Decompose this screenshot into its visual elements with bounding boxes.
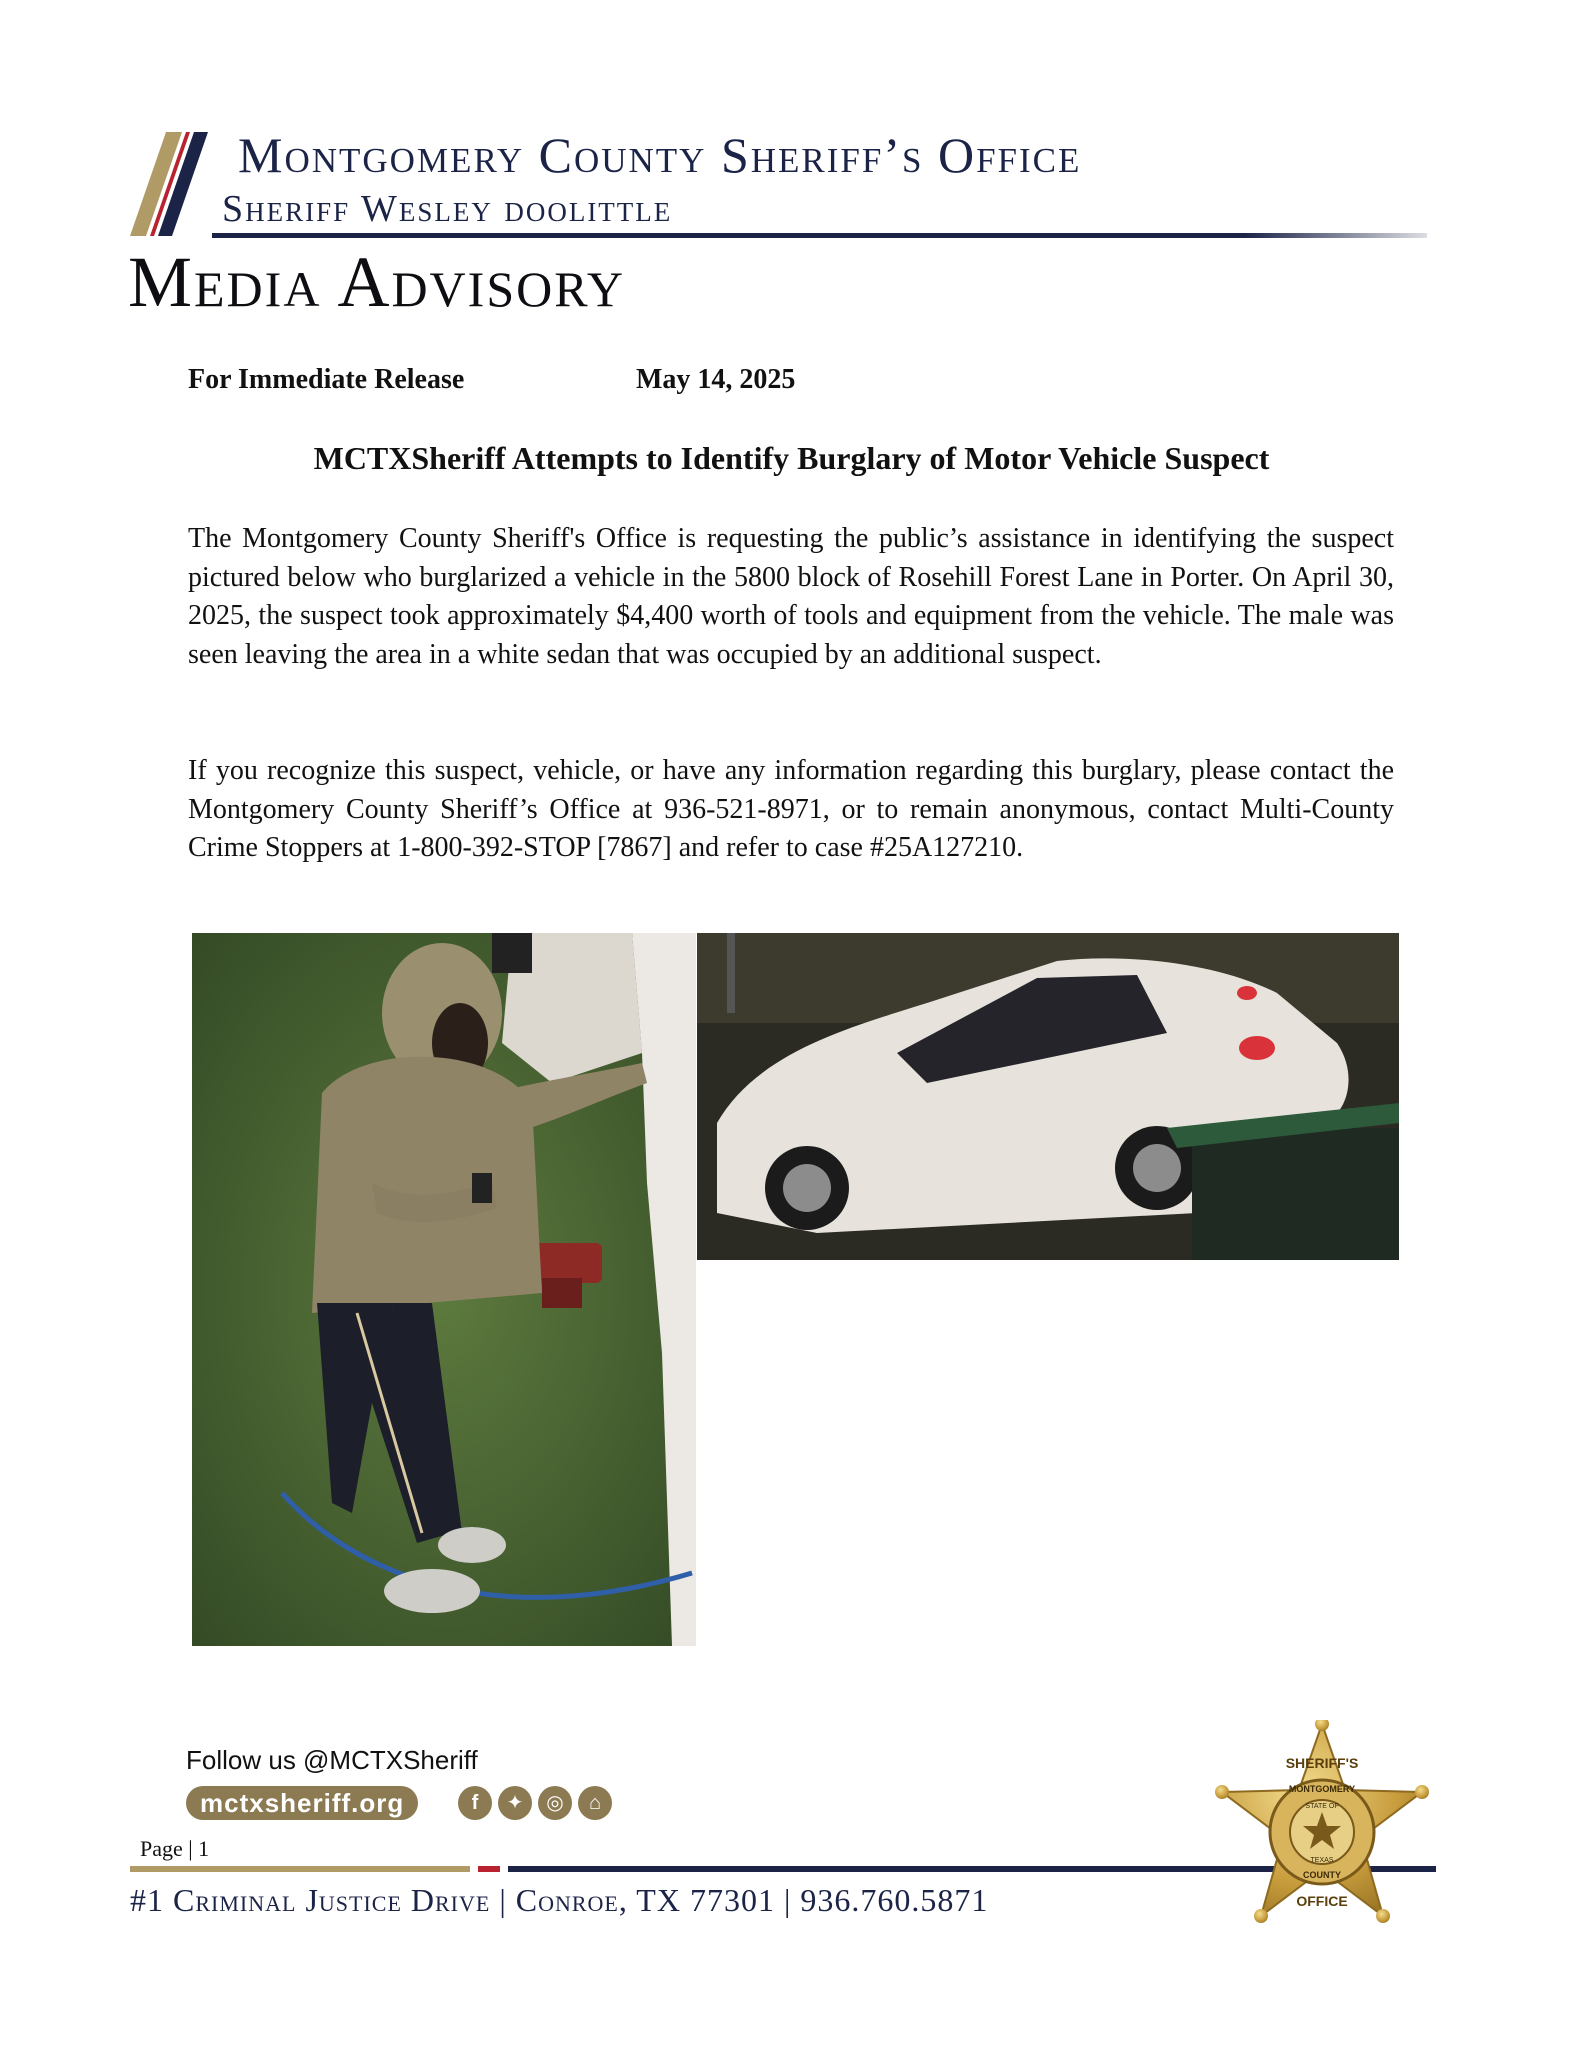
badge-text-state-of: STATE OF: [1305, 1803, 1339, 1810]
instagram-icon[interactable]: ◎: [538, 1786, 572, 1820]
sheriff-name: Sheriff Wesley doolittle: [222, 188, 673, 230]
suspect-photo: [192, 933, 696, 1646]
badge-text-county-name: MONTGOMERY: [1288, 1784, 1356, 1794]
website-link[interactable]: mctxsheriff.org: [186, 1786, 418, 1820]
release-date: May 14, 2025: [636, 364, 796, 395]
document-title: Media Advisory: [128, 242, 625, 322]
release-label: For Immediate Release: [188, 364, 465, 395]
vehicle-photo: [697, 933, 1399, 1260]
header-stripes-logo: [130, 132, 230, 236]
sheriff-badge-icon: [1207, 1720, 1437, 1942]
footer-address: #1 Criminal Justice Drive | Conroe, TX 77301 | 936.760.5871: [130, 1882, 989, 1918]
page-number: Page | 1: [140, 1836, 210, 1861]
twitter-icon[interactable]: ✦: [498, 1786, 532, 1820]
headline: MCTXSheriff Attempts to Identify Burglary of Motor Vehicle Suspect: [313, 440, 1270, 476]
body-paragraph-2: If you recognize this suspect, vehicle, or have any information regarding this burglary, please contact the Montgomery County Sheriff’s Office at 936-521-8971, or to remain anonymous, contact Multi-County Crime Stoppers at 1-800-392-STOP [7867] and refer to case #25A127210.: [188, 755, 1394, 863]
body-paragraph-1: The Montgomery County Sheriff's Office is requesting the public’s assistance in identifying the suspect pictured below who burglarized a vehicle in the 5800 block of Rosehill Forest Lane in Porter. On April 30, 2025, the suspect took approximately $4,400 worth of tools and equipment from the vehicle. The male was seen leaving the area in a white sedan that was occupied by an additional suspect.: [188, 523, 1394, 670]
header-rule: [212, 232, 1427, 239]
follow-us-text: Follow us @MCTXSheriff: [186, 1745, 478, 1775]
badge-text-top: SHERIFF'S: [1285, 1755, 1359, 1771]
organization-name: Montgomery County Sheriff’s Office: [238, 127, 1082, 183]
badge-text-bottom: OFFICE: [1296, 1893, 1348, 1909]
facebook-icon[interactable]: f: [458, 1786, 492, 1820]
badge-text-county: COUNTY: [1303, 1870, 1341, 1880]
nextdoor-icon[interactable]: ⌂: [578, 1786, 612, 1820]
badge-text-texas: TEXAS: [1310, 1857, 1334, 1864]
